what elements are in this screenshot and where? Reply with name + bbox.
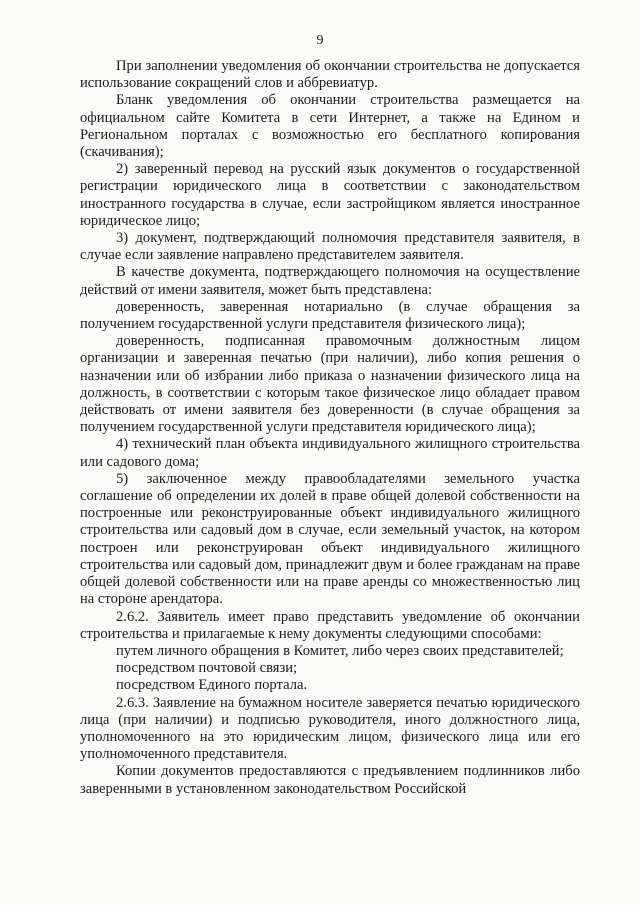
paragraph: 2) заверенный перевод на русский язык документов о государственной регистрации юридического лица в соответствии с законодательством иностранного государства в случае, если застройщиком является иностранное юридическое лицо; bbox=[80, 161, 580, 229]
document-body bbox=[80, 58, 580, 798]
paragraph: доверенность, подписанная правомочным должностным лицом организации и заверенная печатью (при наличии), либо копия решения о назначении или об избрании либо приказа о назначении физического лица на должность, в соответствии с которым такое физическое лицо обладает правом действовать от имени заявителя без доверенности (в случае обращения за получением государственной услуги представителя юридического лица); bbox=[80, 333, 580, 436]
paragraph: доверенность, заверенная нотариально (в случае обращения за получением государственной услуги представителя физического лица); bbox=[80, 298, 580, 333]
paragraph: При заполнении уведомления об окончании строительства не допускается использование сокращений слов и аббревиатур. bbox=[80, 58, 580, 92]
page-number: 9 bbox=[316, 33, 324, 48]
paragraph: 4) технический план объекта индивидуального жилищного строительства или садового дома; bbox=[80, 436, 580, 470]
paragraph: 3) документ, подтверждающий полномочия представителя заявителя, в случае если заявление направлено представителем заявителя. bbox=[80, 230, 580, 264]
paragraph: 2.6.2. Заявитель имеет право представить уведомление об окончании строительства и прилагаемые к нему документы следующими способами: bbox=[80, 608, 580, 642]
paragraph: посредством Единого портала. bbox=[116, 677, 308, 694]
paragraph: путем личного обращения в Комитет, либо через своих представителей; bbox=[116, 642, 564, 659]
paragraph: посредством почтовой связи; bbox=[116, 660, 298, 677]
paragraph: 5) заключенное между правообладателями земельного участка соглашение об определении их долей в праве общей долевой собственности на построенные или реконструированные объект индивидуального жилищного строительства или садовый дом в случае, если земельный участок, на котором построен или реконструирован объект индивидуального жилищного строительства или садовый дом, принадлежит двум и более гражданам на праве общей долевой собственности или на праве аренды со множественностью лиц на стороне арендатора. bbox=[80, 470, 580, 608]
paragraph: 2.6.3. Заявление на бумажном носителе заверяется печатью юридического лица (при наличии) и подписью руководителя, иного должностного лица, уполномоченного на это юридическим лицом, физического лица или его уполномоченного представителя. bbox=[80, 694, 580, 763]
paragraph: В качестве документа, подтверждающего полномочия на осуществление действий от имени заявителя, может быть представлена: bbox=[80, 264, 580, 298]
paragraph: Бланк уведомления об окончании строительства размещается на официальном сайте Комитета в сети Интернет, а также на Едином и Региональном порталах с возможностью его бесплатного копирования (скачивания); bbox=[80, 92, 580, 161]
paragraph: Копии документов предоставляются с предъявлением подлинников либо заверенными в установленном законодательством Российской bbox=[80, 763, 580, 797]
